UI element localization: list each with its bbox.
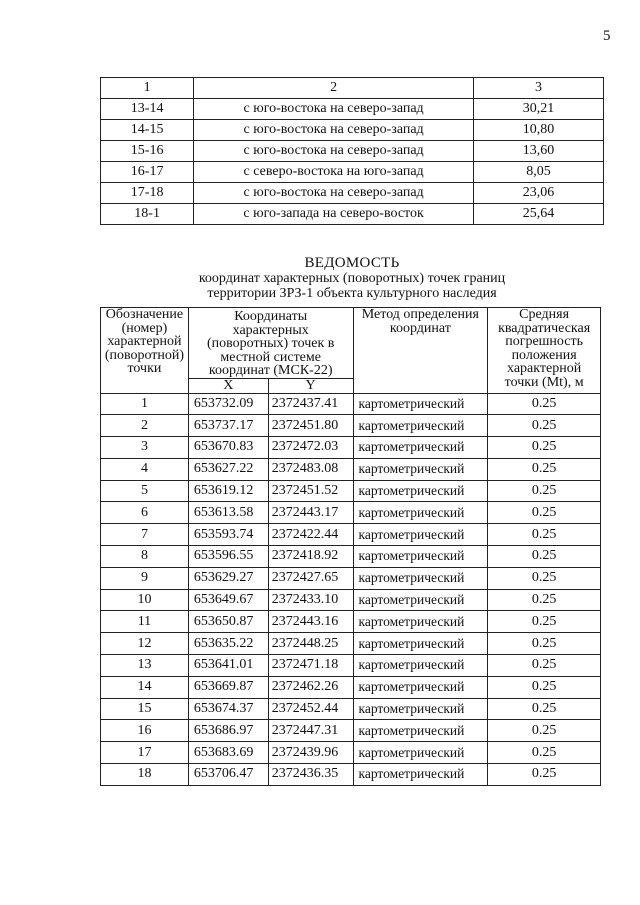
header-method: Метод определения координат — [353, 308, 488, 394]
method-cell: картометрический — [353, 415, 488, 437]
segment-cell: 16-17 — [101, 162, 194, 183]
y-cell: 2372451.52 — [268, 480, 353, 502]
method-cell: картометрический — [353, 633, 488, 655]
table-row — [101, 589, 601, 611]
title-line-2: территории ЗРЗ-1 объекта культурного наследия — [207, 286, 497, 301]
segment-cell: 18-1 — [101, 204, 194, 225]
table-row — [101, 458, 601, 480]
point-number-cell: 1 — [101, 393, 189, 415]
error-cell: 0.25 — [488, 589, 601, 611]
error-cell: 0.25 — [488, 742, 601, 764]
error-cell: 0.25 — [488, 676, 601, 698]
table-row — [101, 183, 604, 204]
table-row — [101, 655, 601, 677]
title-line-1: координат характерных (поворотных) точек границ — [198, 271, 506, 286]
method-cell: картометрический — [353, 502, 488, 524]
method-cell: картометрический — [353, 480, 488, 502]
table-row — [101, 437, 601, 459]
header-x: X — [188, 378, 268, 393]
error-cell: 0.25 — [488, 567, 601, 589]
length-cell: 8,05 — [473, 162, 603, 183]
x-cell: 653683.69 — [188, 742, 268, 764]
x-cell: 653641.01 — [188, 655, 268, 677]
table-row — [101, 393, 601, 415]
x-cell: 653613.58 — [188, 502, 268, 524]
point-number-cell: 16 — [101, 720, 189, 742]
table-row — [101, 120, 604, 141]
method-cell: картометрический — [353, 611, 488, 633]
error-cell: 0.25 — [488, 524, 601, 546]
table-row — [101, 546, 601, 568]
y-cell: 2372471.18 — [268, 655, 353, 677]
error-cell: 0.25 — [488, 720, 601, 742]
point-number-cell: 8 — [101, 546, 189, 568]
point-number-cell: 3 — [101, 437, 189, 459]
method-cell: картометрический — [353, 546, 488, 568]
x-cell: 653674.37 — [188, 698, 268, 720]
column-header: 1 — [101, 78, 194, 99]
y-cell: 2372437.41 — [268, 393, 353, 415]
y-cell: 2372472.03 — [268, 437, 353, 459]
point-number-cell: 15 — [101, 698, 189, 720]
method-cell: картометрический — [353, 720, 488, 742]
table-row — [101, 480, 601, 502]
point-number-cell: 5 — [101, 480, 189, 502]
y-cell: 2372418.92 — [268, 546, 353, 568]
table-row — [101, 415, 601, 437]
column-header: 2 — [194, 78, 474, 99]
table-header-row — [101, 78, 604, 99]
error-cell: 0.25 — [488, 764, 601, 786]
direction-cell: с юго-востока на северо-запад — [194, 141, 474, 162]
x-cell: 653629.27 — [188, 567, 268, 589]
y-cell: 2372422.44 — [268, 524, 353, 546]
error-cell: 0.25 — [488, 698, 601, 720]
x-cell: 653669.87 — [188, 676, 268, 698]
table-row — [101, 720, 601, 742]
error-cell: 0.25 — [488, 415, 601, 437]
x-cell: 653649.67 — [188, 589, 268, 611]
table-row — [101, 742, 601, 764]
error-cell: 0.25 — [488, 655, 601, 677]
segment-cell: 14-15 — [101, 120, 194, 141]
table-row — [101, 204, 604, 225]
y-cell: 2372443.17 — [268, 502, 353, 524]
method-cell: картометрический — [353, 437, 488, 459]
point-number-cell: 17 — [101, 742, 189, 764]
error-cell: 0.25 — [488, 458, 601, 480]
header-y: Y — [268, 378, 353, 393]
table-row — [101, 764, 601, 786]
table-row — [101, 567, 601, 589]
error-cell: 0.25 — [488, 480, 601, 502]
method-cell: картометрический — [353, 458, 488, 480]
method-cell: картометрический — [353, 524, 488, 546]
method-cell: картометрический — [353, 567, 488, 589]
x-cell: 653596.55 — [188, 546, 268, 568]
direction-cell: с юго-востока на северо-запад — [194, 120, 474, 141]
page-number: 5 — [603, 28, 611, 44]
segment-cell: 15-16 — [101, 141, 194, 162]
point-number-cell: 11 — [101, 611, 189, 633]
y-cell: 2372443.16 — [268, 611, 353, 633]
table-row — [101, 611, 601, 633]
method-cell: картометрический — [353, 742, 488, 764]
header-error: Средняя квадратическая погрешность положения характерной точки (Mt), м — [488, 308, 601, 394]
title-main: ВЕДОМОСТЬ — [304, 255, 400, 271]
point-number-cell: 12 — [101, 633, 189, 655]
point-number-cell: 2 — [101, 415, 189, 437]
table-row — [101, 698, 601, 720]
table-row — [101, 502, 601, 524]
y-cell: 2372427.65 — [268, 567, 353, 589]
x-cell: 653627.22 — [188, 458, 268, 480]
point-number-cell: 14 — [101, 676, 189, 698]
method-cell: картометрический — [353, 393, 488, 415]
point-number-cell: 4 — [101, 458, 189, 480]
error-cell: 0.25 — [488, 502, 601, 524]
coordinates-table — [100, 307, 601, 786]
y-cell: 2372483.08 — [268, 458, 353, 480]
table-header-row — [101, 308, 601, 379]
boundary-segments-table — [100, 77, 604, 225]
length-cell: 30,21 — [473, 99, 603, 120]
document-title — [100, 256, 604, 301]
length-cell: 10,80 — [473, 120, 603, 141]
length-cell: 23,06 — [473, 183, 603, 204]
direction-cell: с юго-запада на северо-восток — [194, 204, 474, 225]
y-cell: 2372451.80 — [268, 415, 353, 437]
table-row — [101, 524, 601, 546]
x-cell: 653737.17 — [188, 415, 268, 437]
table-row — [101, 141, 604, 162]
error-cell: 0.25 — [488, 437, 601, 459]
point-number-cell: 10 — [101, 589, 189, 611]
error-cell: 0.25 — [488, 633, 601, 655]
y-cell: 2372433.10 — [268, 589, 353, 611]
direction-cell: с северо-востока на юго-запад — [194, 162, 474, 183]
x-cell: 653732.09 — [188, 393, 268, 415]
direction-cell: с юго-востока на северо-запад — [194, 99, 474, 120]
table-row — [101, 99, 604, 120]
y-cell: 2372447.31 — [268, 720, 353, 742]
segment-cell: 13-14 — [101, 99, 194, 120]
y-cell: 2372439.96 — [268, 742, 353, 764]
direction-cell: с юго-востока на северо-запад — [194, 183, 474, 204]
error-cell: 0.25 — [488, 393, 601, 415]
point-number-cell: 18 — [101, 764, 189, 786]
x-cell: 653686.97 — [188, 720, 268, 742]
method-cell: картометрический — [353, 698, 488, 720]
table-row — [101, 676, 601, 698]
point-number-cell: 9 — [101, 567, 189, 589]
table-row — [101, 633, 601, 655]
error-cell: 0.25 — [488, 546, 601, 568]
x-cell: 653635.22 — [188, 633, 268, 655]
x-cell: 653706.47 — [188, 764, 268, 786]
x-cell: 653650.87 — [188, 611, 268, 633]
y-cell: 2372452.44 — [268, 698, 353, 720]
point-number-cell: 7 — [101, 524, 189, 546]
length-cell: 13,60 — [473, 141, 603, 162]
point-number-cell: 13 — [101, 655, 189, 677]
header-designation: Обозначение (номер) характерной (поворотной) точки — [101, 308, 189, 394]
table-row — [101, 162, 604, 183]
method-cell: картометрический — [353, 655, 488, 677]
y-cell: 2372436.35 — [268, 764, 353, 786]
header-coordinates: Координаты характерных (поворотных) точек в местной системе координат (МСК-22) — [188, 308, 353, 379]
segment-cell: 17-18 — [101, 183, 194, 204]
y-cell: 2372462.26 — [268, 676, 353, 698]
x-cell: 653593.74 — [188, 524, 268, 546]
method-cell: картометрический — [353, 676, 488, 698]
column-header: 3 — [473, 78, 603, 99]
method-cell: картометрический — [353, 764, 488, 786]
y-cell: 2372448.25 — [268, 633, 353, 655]
length-cell: 25,64 — [473, 204, 603, 225]
method-cell: картометрический — [353, 589, 488, 611]
x-cell: 653670.83 — [188, 437, 268, 459]
x-cell: 653619.12 — [188, 480, 268, 502]
point-number-cell: 6 — [101, 502, 189, 524]
error-cell: 0.25 — [488, 611, 601, 633]
